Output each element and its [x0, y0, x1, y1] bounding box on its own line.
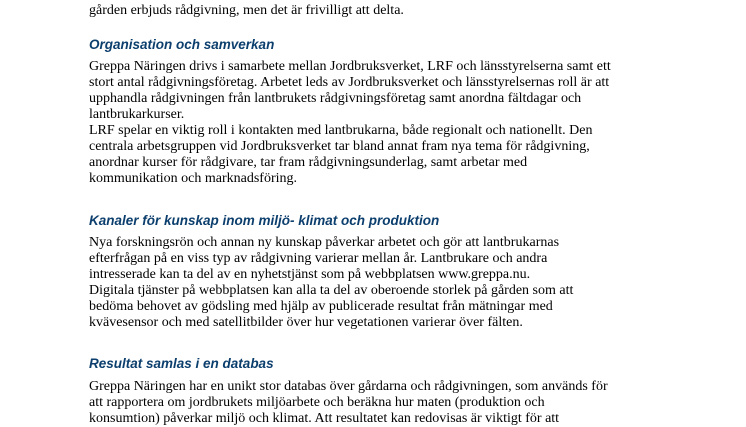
section-heading-resultat: Resultat samlas i en databas — [89, 356, 274, 371]
text-line: intresserade kan ta del av en nyhetstjänst som på webbplatsen www.greppa.nu. — [89, 267, 531, 282]
text-line: stort antal rådgivningsföretag. Arbetet leds av Jordbruksverket och länsstyrelsernas roll är att — [89, 75, 610, 90]
text-line: att rapportera om jordbrukets miljöarbete och beräkna hur maten (produktion och — [89, 395, 545, 410]
text-line: kvävesensor och med satellitbilder över hur vegetationen varierar över fälten. — [89, 315, 523, 330]
section-heading-kanaler: Kanaler för kunskap inom miljö- klimat och produktion — [89, 213, 440, 228]
text-line: gården erbjuds rådgivning, men det är frivilligt att delta. — [89, 3, 404, 18]
text-line: LRF spelar en viktig roll i kontakten med lantbrukarna, både regionalt och nationellt. Den — [89, 123, 593, 138]
text-line: konsumtion) påverkar miljö och klimat. Att resultatet kan redovisas är viktigt för att — [89, 411, 560, 426]
text-line: Greppa Näringen drivs i samarbete mellan Jordbruksverket, LRF och länsstyrelserna samt ett — [89, 59, 611, 74]
text-line: upphandla rådgivningen från lantbrukets rådgivningsföretag samt anordna fältdagar och — [89, 91, 582, 106]
document-page — [89, 0, 659, 426]
text-line: kommunikation och marknadsföring. — [89, 171, 298, 186]
text-line: centrala arbetsgruppen vid Jordbruksverket tar bland annat fram nya tema för rådgivning, — [89, 139, 590, 154]
text-line: lantbrukarkurser. — [89, 107, 185, 122]
text-line: bedöma behovet av gödsling med hjälp av publicerade resultat från mätningar med — [89, 299, 553, 314]
text-line: efterfrågan på en viss typ av rådgivning varierar mellan år. Lantbrukare och andra — [89, 251, 548, 266]
text-line: Digitala tjänster på webbplatsen kan alla ta del av oberoende storlek på gården som att — [89, 283, 574, 298]
text-line: Greppa Näringen har en unikt stor databas över gårdarna och rådgivningen, som används för — [89, 379, 608, 394]
text-line: anordnar kurser för rådgivare, tar fram rådgivningsunderlag, samt arbetar med — [89, 155, 528, 170]
section-heading-organisation: Organisation och samverkan — [89, 37, 275, 52]
text-line: Nya forskningsrön och annan ny kunskap påverkar arbetet och gör att lantbrukarnas — [89, 235, 560, 250]
